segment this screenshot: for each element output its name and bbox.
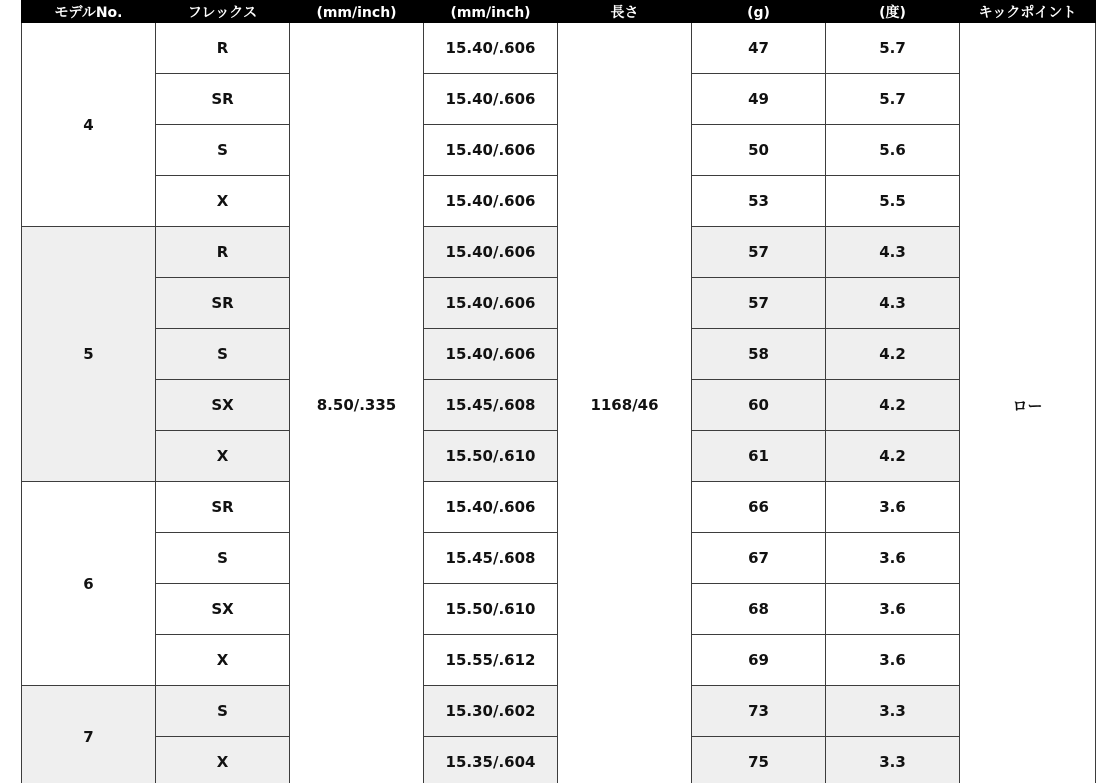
- butt-diameter-cell: 15.50/.610: [424, 584, 558, 635]
- weight-cell: 73: [692, 686, 826, 737]
- weight-cell: 57: [692, 278, 826, 329]
- kick-point-cell: ロー: [960, 23, 1096, 783]
- butt-diameter-cell: 15.40/.606: [424, 329, 558, 380]
- header-butt-diameter: (mm/inch): [424, 0, 558, 23]
- butt-diameter-cell: 15.50/.610: [424, 431, 558, 482]
- header-torque: (度): [826, 0, 960, 23]
- weight-cell: 68: [692, 584, 826, 635]
- weight-cell: 75: [692, 737, 826, 783]
- weight-cell: 49: [692, 74, 826, 125]
- model-cell: 5: [22, 227, 156, 482]
- header-weight: (g): [692, 0, 826, 23]
- tip-diameter-cell: 8.50/.335: [290, 23, 424, 783]
- torque-cell: 5.7: [826, 23, 960, 74]
- butt-diameter-cell: 15.45/.608: [424, 533, 558, 584]
- model-cell: 6: [22, 482, 156, 686]
- length-cell: 1168/46: [558, 23, 692, 783]
- torque-cell: 3.3: [826, 686, 960, 737]
- butt-diameter-cell: 15.40/.606: [424, 278, 558, 329]
- header-row: [22, 0, 1096, 23]
- torque-cell: 5.5: [826, 176, 960, 227]
- torque-cell: 3.6: [826, 584, 960, 635]
- butt-diameter-cell: 15.40/.606: [424, 176, 558, 227]
- header-tip-diameter: (mm/inch): [290, 0, 424, 23]
- table-row: [22, 23, 1096, 74]
- torque-cell: 5.6: [826, 125, 960, 176]
- weight-cell: 57: [692, 227, 826, 278]
- butt-diameter-cell: 15.45/.608: [424, 380, 558, 431]
- flex-cell: SR: [156, 74, 290, 125]
- weight-cell: 67: [692, 533, 826, 584]
- butt-diameter-cell: 15.40/.606: [424, 74, 558, 125]
- header-length: 長さ: [558, 0, 692, 23]
- butt-diameter-cell: 15.30/.602: [424, 686, 558, 737]
- weight-cell: 61: [692, 431, 826, 482]
- header-kick-point: キックポイント: [960, 0, 1096, 23]
- torque-cell: 4.3: [826, 278, 960, 329]
- flex-cell: S: [156, 125, 290, 176]
- torque-cell: 3.6: [826, 635, 960, 686]
- flex-cell: R: [156, 23, 290, 74]
- weight-cell: 53: [692, 176, 826, 227]
- torque-cell: 3.3: [826, 737, 960, 783]
- header-model: モデルNo.: [22, 0, 156, 23]
- header-flex: フレックス: [156, 0, 290, 23]
- butt-diameter-cell: 15.40/.606: [424, 482, 558, 533]
- butt-diameter-cell: 15.55/.612: [424, 635, 558, 686]
- torque-cell: 4.2: [826, 329, 960, 380]
- flex-cell: SX: [156, 584, 290, 635]
- butt-diameter-cell: 15.40/.606: [424, 23, 558, 74]
- torque-cell: 3.6: [826, 482, 960, 533]
- flex-cell: R: [156, 227, 290, 278]
- flex-cell: SX: [156, 380, 290, 431]
- torque-cell: 4.2: [826, 380, 960, 431]
- butt-diameter-cell: 15.40/.606: [424, 125, 558, 176]
- weight-cell: 50: [692, 125, 826, 176]
- torque-cell: 4.3: [826, 227, 960, 278]
- weight-cell: 47: [692, 23, 826, 74]
- flex-cell: X: [156, 635, 290, 686]
- butt-diameter-cell: 15.35/.604: [424, 737, 558, 783]
- torque-cell: 4.2: [826, 431, 960, 482]
- butt-diameter-cell: 15.40/.606: [424, 227, 558, 278]
- model-cell: 4: [22, 23, 156, 227]
- flex-cell: X: [156, 176, 290, 227]
- flex-cell: X: [156, 431, 290, 482]
- shaft-spec-table: [21, 0, 1096, 783]
- flex-cell: S: [156, 329, 290, 380]
- weight-cell: 58: [692, 329, 826, 380]
- flex-cell: SR: [156, 278, 290, 329]
- weight-cell: 60: [692, 380, 826, 431]
- flex-cell: S: [156, 533, 290, 584]
- model-cell: 7: [22, 686, 156, 783]
- weight-cell: 69: [692, 635, 826, 686]
- torque-cell: 3.6: [826, 533, 960, 584]
- torque-cell: 5.7: [826, 74, 960, 125]
- weight-cell: 66: [692, 482, 826, 533]
- flex-cell: SR: [156, 482, 290, 533]
- flex-cell: S: [156, 686, 290, 737]
- flex-cell: X: [156, 737, 290, 783]
